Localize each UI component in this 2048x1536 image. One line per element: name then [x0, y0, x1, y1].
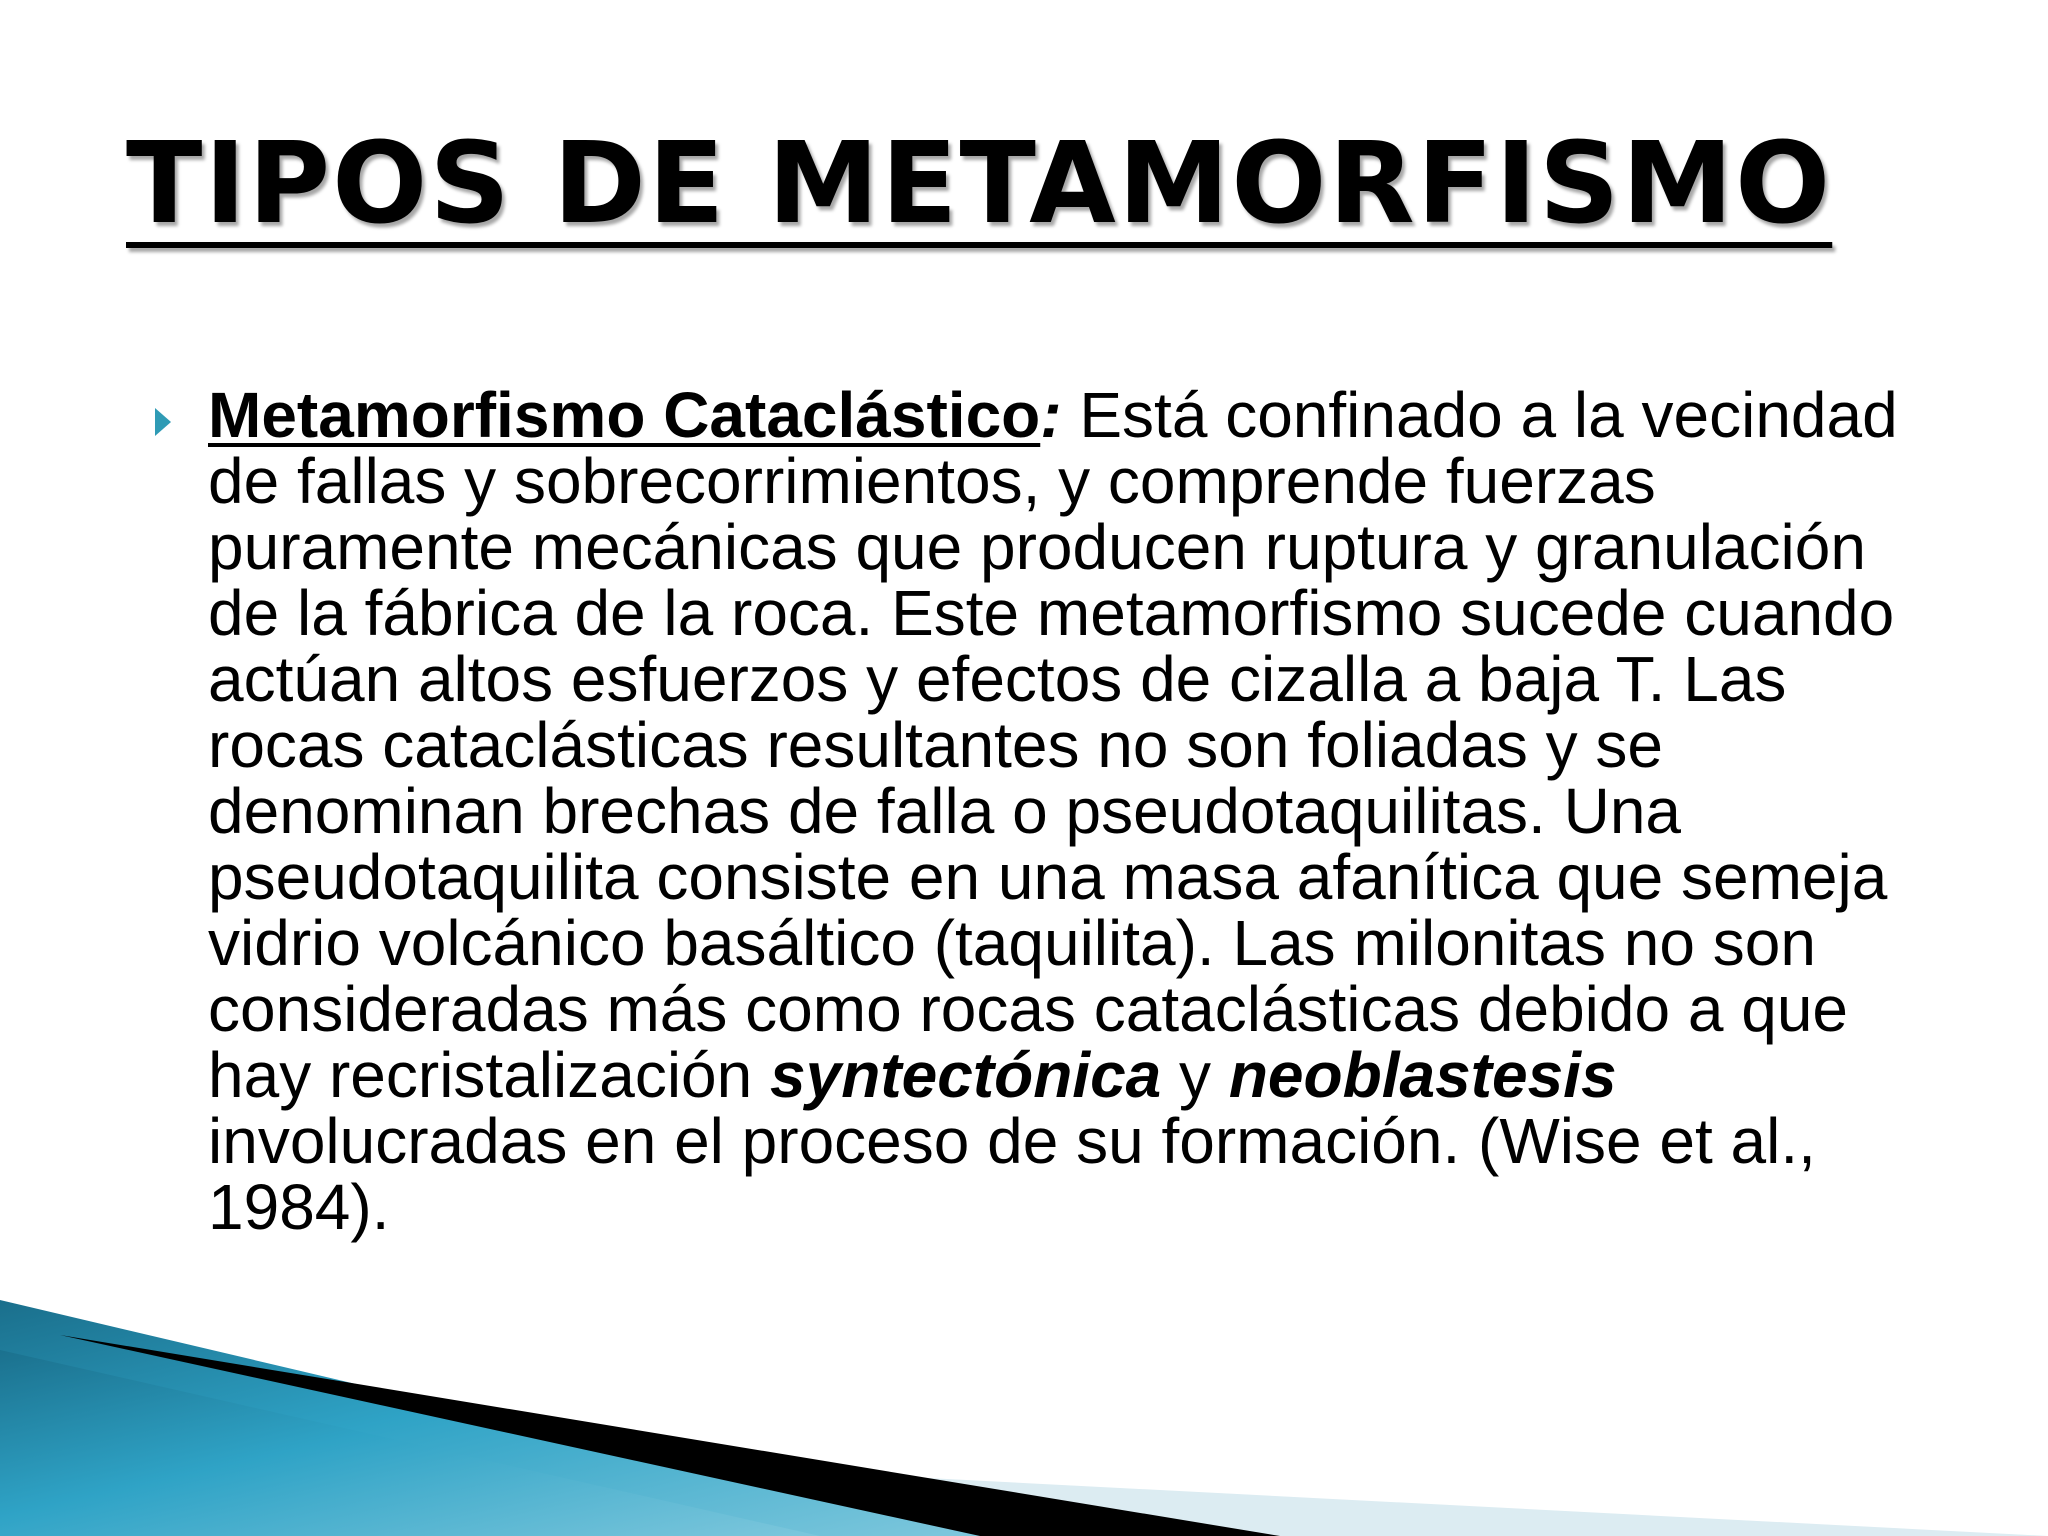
- bullet-text-part-3: involucradas en el proceso de su formación. (Wise et al., 1984).: [208, 1105, 1816, 1243]
- bullet-term-colon: :: [1040, 379, 1062, 451]
- bullet-paragraph: [208, 379, 1948, 1243]
- bullet-text-part-1: Está confinado a la vecindad de fallas y sobrecorrimientos, y comprende fuerzas puramente mecánicas que producen ruptura y granulación de la fábrica de la roca. Este metamorfismo sucede cuando actúan altos esfuerzos y efectos de cizalla a baja T. Las rocas cataclásticas resultantes no son foliadas y se denominan brechas de falla o pseudotaquilitas. Una pseudotaquilita consiste en una masa afanítica que semeja vidrio volcánico basáltico (taquilita). Las milonitas no son consideradas más como rocas cataclásticas debido a que hay recristalización: [208, 379, 1898, 1111]
- bullet-term: Metamorfismo Cataclástico: [208, 379, 1041, 451]
- bullet-text-part-2: y: [1161, 1039, 1229, 1111]
- bottom-decoration: [0, 1280, 2048, 1536]
- bullet-emphasis-syntectonica: syntectónica: [770, 1039, 1162, 1111]
- slide-title: TIPOS DE METAMORFISMO: [126, 119, 1833, 249]
- triangle-right-icon: [155, 408, 171, 436]
- bullet-emphasis-neoblastesis: neoblastesis: [1228, 1039, 1617, 1111]
